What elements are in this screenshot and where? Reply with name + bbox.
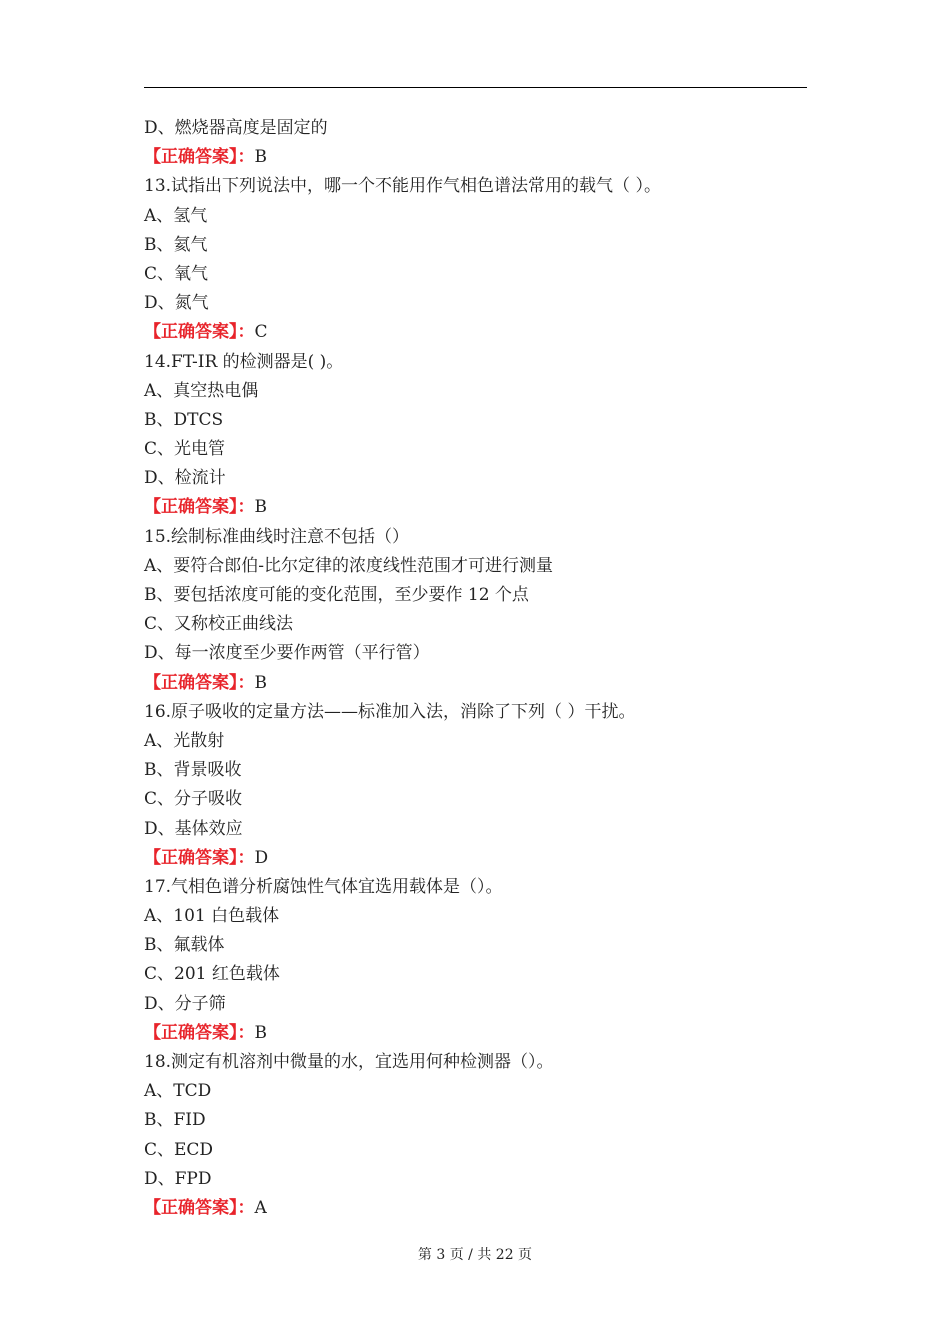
option-text: D、氮气 <box>144 293 209 314</box>
option-text: C、又称校正曲线法 <box>144 614 294 635</box>
question-text: 13.试指出下列说法中，哪一个不能用作气相色谱法常用的载气（ ）。 <box>144 176 661 197</box>
answer-value: B <box>254 497 267 518</box>
answer-label: 【正确答案】： <box>144 1022 255 1043</box>
option-text: A、氢气 <box>144 205 208 226</box>
option-text: C、分子吸收 <box>144 789 243 810</box>
answer-value: D <box>254 847 269 868</box>
option-text: C、ECD <box>144 1139 214 1160</box>
answer-value: B <box>254 1022 267 1043</box>
option-text: A、真空热电偶 <box>144 380 259 401</box>
option-text: D、基体效应 <box>144 818 243 839</box>
answer-value: C <box>254 322 268 343</box>
answer-value: B <box>254 147 267 168</box>
option-text: D、每一浓度至少要作两管（平行管） <box>144 643 430 664</box>
option-text: C、氧气 <box>144 263 209 284</box>
option-text: B、背景吸收 <box>144 760 242 781</box>
option-text: B、DTCS <box>144 409 224 430</box>
option-text: B、氦气 <box>144 234 208 255</box>
question-text: 16.原子吸收的定量方法——标准加入法，消除了下列（ ）干扰。 <box>144 701 636 722</box>
answer-label: 【正确答案】： <box>144 322 255 343</box>
answer-value: A <box>254 1197 267 1218</box>
option-text: C、201 红色载体 <box>144 964 280 985</box>
answer-line <box>144 669 807 698</box>
question-text: 15.绘制标准曲线时注意不包括（） <box>144 526 410 547</box>
option-text: A、TCD <box>144 1081 212 1102</box>
answer-line <box>144 1194 807 1223</box>
content-body <box>144 114 807 1223</box>
option-text: A、要符合郎伯-比尔定律的浓度线性范围才可进行测量 <box>144 555 554 576</box>
answer-label: 【正确答案】： <box>144 497 255 518</box>
option-text: D、检流计 <box>144 468 226 489</box>
answer-value: B <box>254 672 267 693</box>
question-text: 17.气相色谱分析腐蚀性气体宜选用载体是（）。 <box>144 876 503 897</box>
question-text: 18.测定有机溶剂中微量的水，宜选用何种检测器（）。 <box>144 1052 554 1072</box>
answer-label: 【正确答案】： <box>144 847 255 868</box>
answer-line <box>144 143 807 172</box>
answer-line <box>144 318 807 347</box>
option-text: A、光散射 <box>144 730 225 751</box>
option-text: D、分子筛 <box>144 993 226 1014</box>
option-text: B、氟载体 <box>144 935 225 956</box>
page-footer: 第 3 页 / 共 22 页 <box>417 1247 533 1263</box>
answer-line <box>144 1019 807 1048</box>
header-rule <box>144 87 807 88</box>
answer-line <box>144 493 807 522</box>
option-text: B、要包括浓度可能的变化范围，至少要作 12 个点 <box>144 585 529 605</box>
answer-label: 【正确答案】： <box>144 1197 255 1218</box>
option-text: D、燃烧器高度是固定的 <box>144 118 328 138</box>
option-text: C、光电管 <box>144 439 226 460</box>
answer-line <box>144 844 807 873</box>
option-text: A、101 白色载体 <box>144 906 280 927</box>
question-text: 14.FT-IR 的检测器是( )。 <box>144 351 344 372</box>
option-text: B、FID <box>144 1110 206 1131</box>
option-text: D、FPD <box>144 1168 212 1189</box>
answer-label: 【正确答案】： <box>144 672 255 693</box>
answer-label: 【正确答案】： <box>144 147 255 168</box>
